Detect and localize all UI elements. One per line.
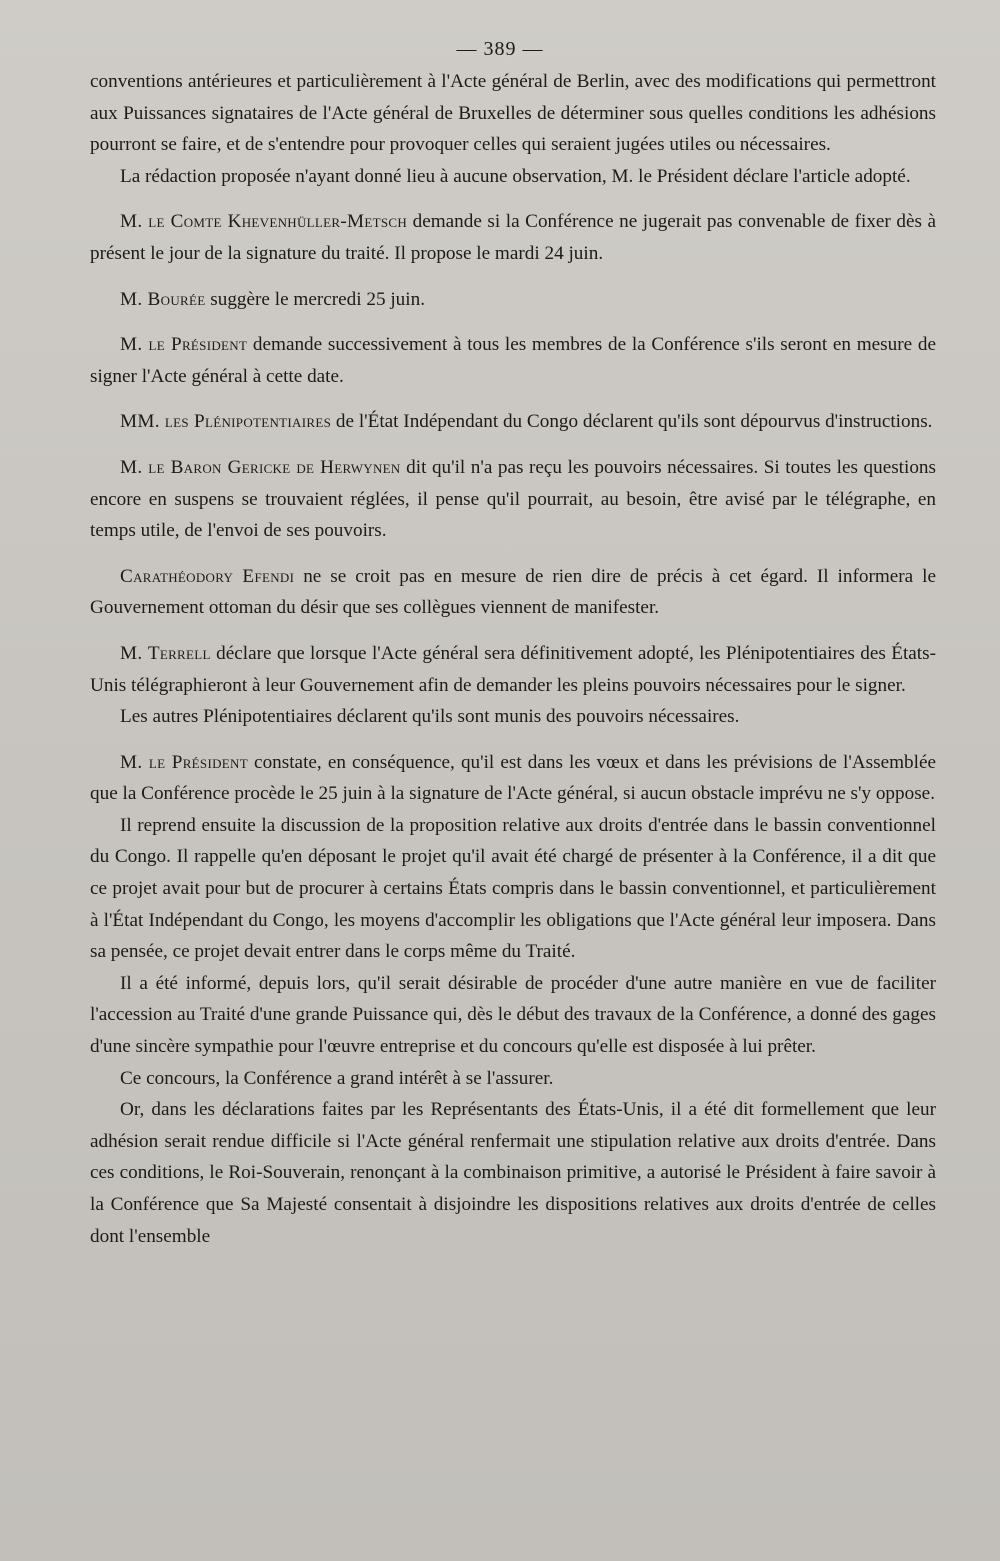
paragraph-text: suggère le mercredi 25 juin. bbox=[205, 288, 425, 310]
speaker-name: Carathéodory Efendi bbox=[120, 565, 295, 587]
paragraph-13 bbox=[90, 968, 936, 1063]
paragraph-text: ne se croit pas en mesure de rien dire de précis à cet égard. Il informera le Gouvernement ottoman du désir que ses collègues viennent de manifester. bbox=[90, 565, 936, 619]
paragraph-3 bbox=[90, 206, 936, 269]
speaker-name: M. le Baron Gericke de Herwynen bbox=[120, 456, 401, 478]
paragraph-text: déclare que lorsque l'Acte général sera définitivement adopté, les Plénipotentiaires des États-Unis télégraphieront à leur Gouvernement afin de demander les pleins pouvoirs nécessaires pour le signer. bbox=[90, 642, 936, 696]
page-number: — 389 — bbox=[456, 38, 544, 60]
paragraph-text: Il a été informé, depuis lors, qu'il serait désirable de procéder d'une autre manière en vue de faciliter l'accession au Traité d'une grande Puissance qui, dès le début des travaux de la Conférence, a donné des gages d'une sincère sympathie pour l'œuvre entreprise et du concours qu'elle est disposée à lui prêter. bbox=[90, 972, 936, 1058]
paragraph-1 bbox=[90, 66, 936, 161]
paragraph-text: Il reprend ensuite la discussion de la proposition relative aux droits d'entrée dans le bassin conventionnel du Congo. Il rappelle qu'en déposant le projet qu'il avait été chargé de présenter à la Conférence, il a dit que ce projet avait pour but de procurer à certains États compris dans le bassin conventionnel, et particulièrement à l'État Indépendant du Congo, les moyens d'accomplir les obligations que l'Acte général leur imposera. Dans sa pensée, ce projet devait entrer dans le corps même du Traité. bbox=[90, 814, 936, 963]
paragraph-text: demande successivement à tous les membres de la Conférence s'ils seront en mesure de signer l'Acte général à cette date. bbox=[90, 334, 936, 387]
speaker-name: M. le Président bbox=[120, 751, 248, 773]
paragraph-text: constate, en conséquence, qu'il est dans les vœux et dans les prévisions de l'Assemblée que la Conférence procède le 25 juin à la signature de l'Acte général, si aucun obstacle imprévu ne s'y oppose. bbox=[90, 751, 936, 805]
paragraph-4 bbox=[90, 284, 936, 316]
paragraph-12 bbox=[90, 810, 936, 968]
speaker-name: M. Bourée bbox=[120, 288, 206, 310]
paragraph-6 bbox=[90, 406, 936, 438]
speaker-name: M. le Président bbox=[120, 334, 248, 356]
speaker-name: MM. les Plénipotentiaires bbox=[120, 411, 332, 433]
paragraph-8 bbox=[90, 561, 936, 624]
paragraph-text: de l'État Indépendant du Congo déclarent qu'ils sont dépourvus d'instructions. bbox=[331, 411, 933, 433]
paragraph-11 bbox=[90, 747, 936, 810]
paragraph-5 bbox=[90, 329, 936, 392]
paragraph-text: Les autres Plénipotentiaires déclarent qu'ils sont munis des pouvoirs nécessaires. bbox=[120, 706, 740, 728]
speaker-name: M. le Comte Khevenhüller-Metsch bbox=[120, 211, 408, 233]
body-text bbox=[90, 66, 936, 1252]
paragraph-text: dit qu'il n'a pas reçu les pouvoirs nécessaires. Si toutes les questions encore en suspens se trouvaient réglées, il pense qu'il pourrait, au besoin, être avisé par le télégraphe, en temps utile, de l'envoi de ses pouvoirs. bbox=[90, 456, 936, 542]
paragraph-15 bbox=[90, 1094, 936, 1252]
paragraph-text: conventions antérieures et particulièrement à l'Acte général de Berlin, avec des modifications qui permettront aux Puissances signataires de l'Acte général de Bruxelles de déterminer sous quelles conditions les adhésions pourront se faire, et de s'entendre pour provoquer celles qui seraient jugées utiles ou nécessaires. bbox=[90, 71, 936, 156]
speaker-name: M. Terrell bbox=[120, 642, 211, 664]
paragraph-10 bbox=[90, 701, 936, 733]
paragraph-2 bbox=[90, 161, 936, 193]
paragraph-14 bbox=[90, 1063, 936, 1095]
paragraph-text: Or, dans les déclarations faites par les Représentants des États-Unis, il a été dit formellement que leur adhésion serait rendue difficile si l'Acte général renfermait une stipulation relative aux droits d'entrée. Dans ces conditions, le Roi-Souverain, renonçant à la combinaison primitive, a autorisé le Président à faire savoir à la Conférence que Sa Majesté consentait à disjoindre les dispositions relatives aux droits d'entrée de celles dont l'ensemble bbox=[90, 1099, 936, 1247]
paragraph-text: demande si la Conférence ne jugerait pas convenable de fixer dès à présent le jour de la signature du traité. Il propose le mardi 24 juin. bbox=[90, 211, 936, 264]
paragraph-text: Ce concours, la Conférence a grand intérêt à se l'assurer. bbox=[120, 1067, 554, 1089]
paragraph-9 bbox=[90, 638, 936, 701]
paragraph-7 bbox=[90, 452, 936, 547]
paragraph-text: La rédaction proposée n'ayant donné lieu à aucune observation, M. le Président déclare l'article adopté. bbox=[120, 165, 911, 187]
